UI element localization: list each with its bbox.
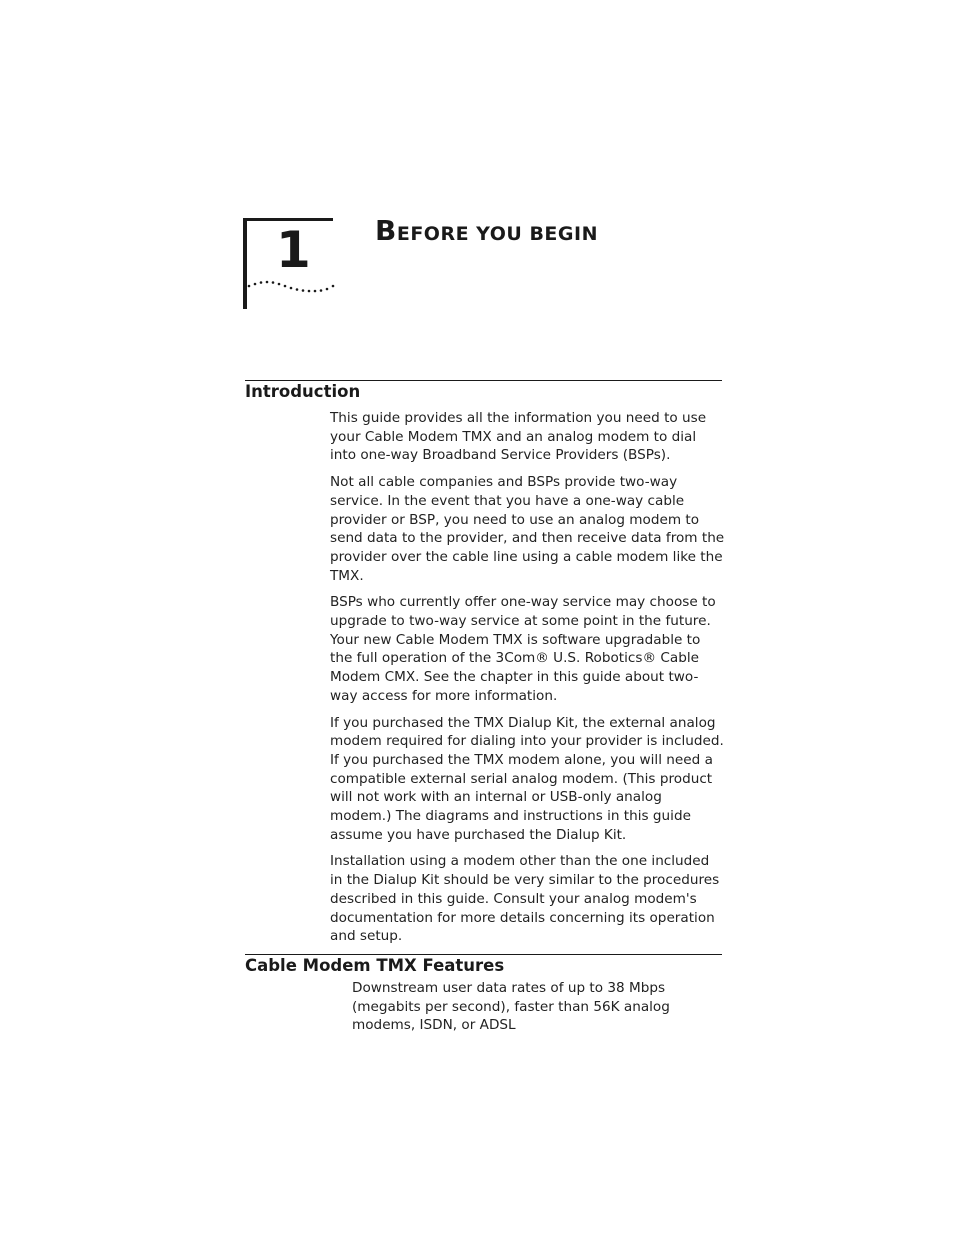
paragraph: BSPs who currently offer one-way service may choose to upgrade to two-way service at some point in the future. Your new Cable Modem TMX is software upgradable to the full operation of the 3Com® U.S. Robotics® Cable Modem CMX. See the chapter in this guide about two-way access for more information. (330, 594, 716, 704)
chapter-dotted-curve (247, 276, 335, 298)
section-heading-features: Cable Modem TMX Features (245, 956, 505, 975)
features-body (352, 979, 712, 1035)
feature-item: Downstream user data rates of up to 38 Mbps (megabits per second), faster than 56K analog modems, ISDN, or ADSL (352, 980, 670, 1034)
introduction-body (330, 409, 725, 954)
paragraph: Installation using a modem other than the one included in the Dialup Kit should be very similar to the procedures described in this guide. Consult your analog modem's documentation for more details concerning its operation and setup. (330, 853, 720, 945)
section-heading-introduction: Introduction (245, 382, 361, 401)
paragraph: Not all cable companies and BSPs provide two-way service. In the event that you have a one-way cable provider or BSP, you need to use an analog modem to send data to the provider, and then receive data from the provider over the cable line using a cable modem like the TMX. (330, 474, 725, 584)
chapter-title: BEFORE YOU BEGIN (375, 214, 598, 247)
chapter-number: 1 (276, 221, 311, 279)
paragraph: This guide provides all the information you need to use your Cable Modem TMX and an analog modem to dial into one-way Broadband Service Providers (BSPs). (330, 410, 707, 464)
paragraph: If you purchased the TMX Dialup Kit, the external analog modem required for dialing into your provider is included. If you purchased the TMX modem alone, you will need a compatible external serial analog modem. (This product will not work with an internal or USB-only analog modem.) The diagrams and instructions in this guide assume you have purchased the Dialup Kit. (330, 714, 724, 843)
